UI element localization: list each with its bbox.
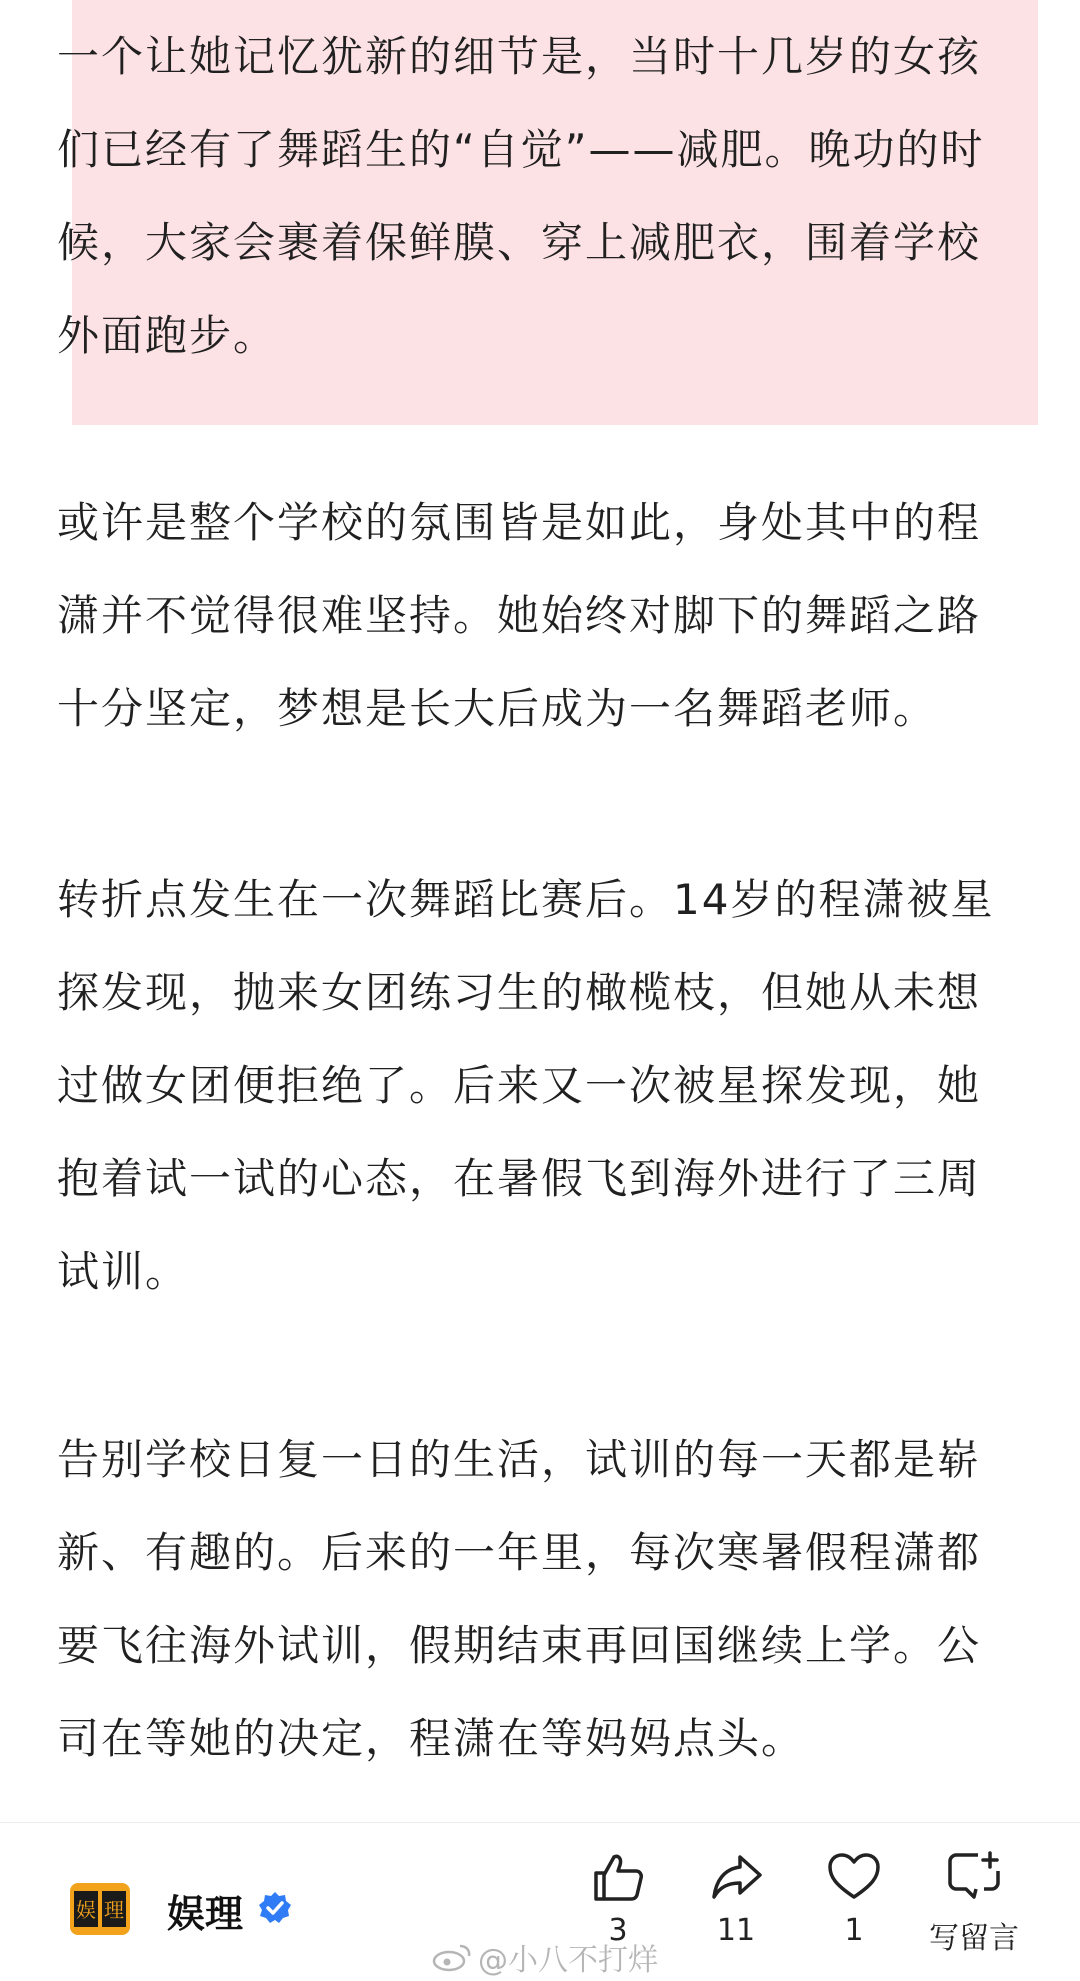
weibo-logo-icon: [432, 1942, 472, 1972]
watermark: [432, 1935, 658, 1979]
like-button[interactable]: [558, 1849, 678, 1948]
share-count: 11: [716, 1913, 756, 1948]
share-arrow-icon: [708, 1849, 764, 1905]
avatar-char-2: 理: [104, 1898, 124, 1922]
verified-badge-icon: [258, 1891, 292, 1925]
avatar-logo-icon: [68, 1877, 132, 1941]
article-paragraph-3: 转折点发生在一次舞蹈比赛后。14岁的程潇被星探发现，抛来女团练习生的橄榄枝，但她从未想过做女团便拒绝了。后来又一次被星探发现，她抱着试一试的心态，在暑假飞到海外进行了三周试训。: [57, 875, 995, 1296]
favorite-count: 1: [844, 1913, 864, 1948]
author-avatar[interactable]: [68, 1877, 132, 1941]
write-comment-button[interactable]: [914, 1849, 1034, 1957]
heart-icon: [826, 1849, 882, 1905]
watermark-text: @小八不打烊: [478, 1943, 658, 1978]
author-name[interactable]: 娱理: [167, 1892, 244, 1936]
article-paragraph-2: 或许是整个学校的氛围皆是如此，身处其中的程潇并不觉得很难坚持。她始终对脚下的舞蹈之路十分坚定，梦想是长大后成为一名舞蹈老师。: [57, 498, 982, 733]
comment-add-icon: [946, 1849, 1002, 1905]
like-count: 3: [608, 1913, 628, 1948]
article-paragraph-1: 一个让她记忆犹新的细节是，当时十几岁的女孩们已经有了舞蹈生的“自觉”——减肥。晚功的时候，大家会裹着保鲜膜、穿上减肥衣，围着学校外面跑步。: [57, 32, 985, 360]
write-comment-label: 写留言: [929, 1921, 1019, 1956]
share-button[interactable]: [676, 1849, 796, 1948]
thumbs-up-icon: [590, 1849, 646, 1905]
article-paragraph-4: 告别学校日复一日的生活，试训的每一天都是崭新、有趣的。后来的一年里，每次寒暑假程潇都要飞往海外试训，假期结束再回国继续上学。公司在等她的决定，程潇在等妈妈点头。: [57, 1435, 982, 1763]
favorite-button[interactable]: [794, 1849, 914, 1948]
avatar-char-1: 娱: [76, 1898, 96, 1922]
